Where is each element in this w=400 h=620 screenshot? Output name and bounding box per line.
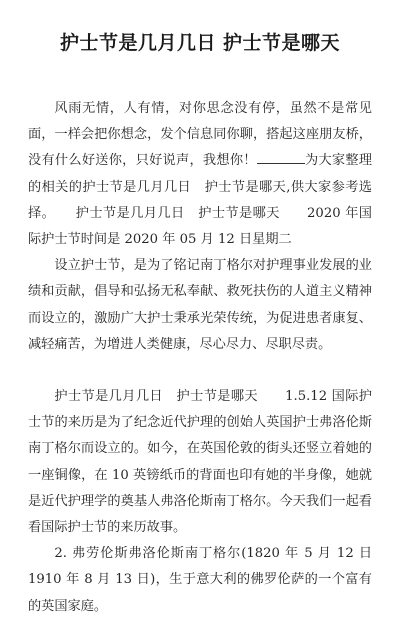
page-title: 护士节是几月几日 护士节是哪天 <box>59 32 341 54</box>
article-body <box>28 96 372 620</box>
paragraph-intro <box>28 96 372 253</box>
paragraph-biography: 2. 弗劳伦斯弗洛伦斯南丁格尔(1820 年 5 月 12 日 1910 年 8 月 13 日)，生于意大利的佛罗伦萨的一个富有的英国家庭。 <box>28 546 372 614</box>
paragraph-origin: 护士节是几月几日 护士节是哪天 1.5.12 国际护士节的来历是为了纪念近代护理的创始人英国护士弗洛伦斯南丁格尔而设立的。如今，在英国伦敦的街头还竖立着她的一座铜像，在 10 英镑纸币的背面也印有她的半身像，她就是近代护理学的奠基人弗洛伦斯南丁格尔。今天我们一起看看国际护士节的来历故事。 <box>28 389 372 536</box>
fill-in-blank <box>257 149 305 164</box>
paragraph-intro-text-continued: 为大家整理的相关的护士节是几月几日 护士节是哪天,供大家参考选择。 护士节是几月几日 护士节是哪天 2020 年国际护士节时间是 2020 年 05 月 12 日星期二 <box>28 153 373 248</box>
paragraph-intro-text: 风雨无情，人有情，对你思念没有停，虽然不是常见面，一样会把你想念，发个信息同你聊，搭起这座朋友桥，没有什么好送你，只好说声，我想你！ <box>28 101 372 169</box>
paragraph-purpose: 设立护士节，是为了铭记南丁格尔对护理事业发展的业绩和贡献，倡导和弘扬无私奉献、救死扶伤的人道主义精神而设立的，激励广大护士秉承光荣传统，为促进患者康复、减轻痛苦，为增进人类健康，尽心尽力、尽职尽责。 <box>28 258 372 352</box>
paragraph-spacer <box>28 358 372 384</box>
